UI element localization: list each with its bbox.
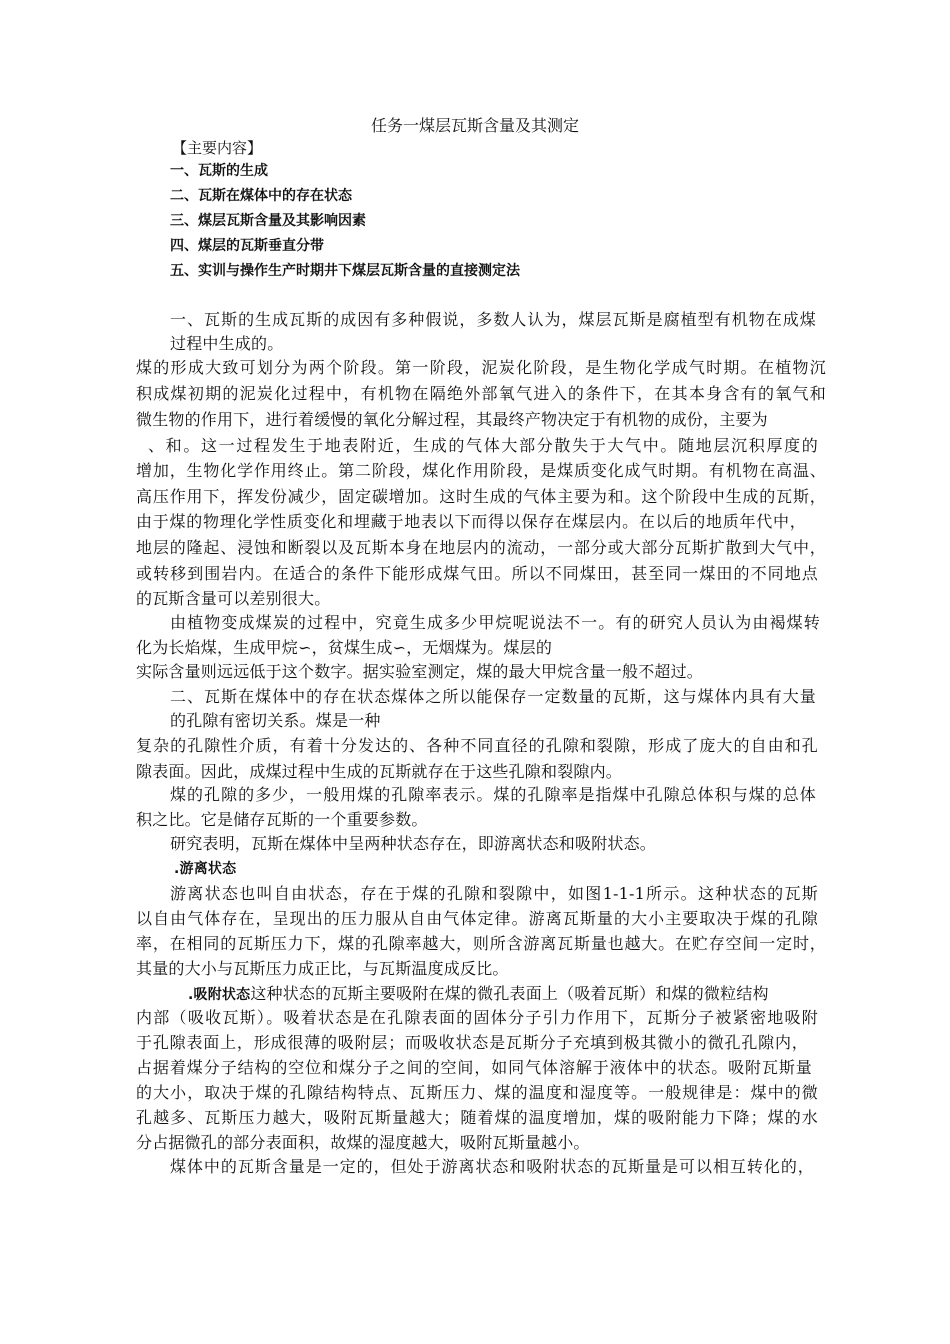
toc-item: 三、煤层瓦斯含量及其影响因素 <box>170 213 366 229</box>
toc-item: 二、瓦斯在煤体中的存在状态 <box>170 188 352 204</box>
body-line: 、和。这一过程发生于地表附近，生成的气体大部分散失于大气中。随地层沉积厚度的 <box>148 436 818 455</box>
body-line: 积之比。它是储存瓦斯的一个重要参数。 <box>136 810 428 829</box>
body-line: 高压作用下，挥发份减少，固定碳增加。这时生成的气体主要为和。这个阶段中生成的瓦斯， <box>136 487 826 506</box>
body-line: 二、瓦斯在煤体中的存在状态煤体之所以能保存一定数量的瓦斯，这与煤体内具有大量 <box>170 687 816 706</box>
subheading-adsorbed-state: .吸附状态 <box>188 987 251 1003</box>
body-line: 增加，生物化学作用终止。第二阶段，煤化作用阶段，是煤质变化成气时期。有机物在高温、 <box>136 461 826 480</box>
body-line: 的大小，取决于煤的孔隙结构特点、瓦斯压力、煤的温度和湿度等。一般规律是：煤中的微 <box>136 1083 818 1102</box>
body-line: 分占据微孔的部分表面积，故煤的湿度越大，吸附瓦斯量越小。 <box>136 1133 590 1152</box>
body-line: 的孔隙有密切关系。煤是一种 <box>170 711 381 730</box>
body-line: 一、瓦斯的生成瓦斯的成因有多种假说，多数人认为，煤层瓦斯是腐植型有机物在成煤 <box>170 310 816 329</box>
body-line: 地层的隆起、浸蚀和断裂以及瓦斯本身在地层内的流动，一部分或大部分瓦斯扩散到大气中， <box>136 538 826 557</box>
body-line: 或转移到围岩内。在适合的条件下能形成煤气田。所以不同煤田，甚至同一煤田的不同地点 <box>136 564 818 583</box>
toc-item: 五、实训与操作生产时期井下煤层瓦斯含量的直接测定法 <box>170 263 520 279</box>
body-line: 其量的大小与瓦斯压力成正比，与瓦斯温度成反比。 <box>136 959 509 978</box>
body-line <box>188 982 812 1007</box>
body-line: 煤的孔隙的多少，一般用煤的孔隙率表示。煤的孔隙率是指煤中孔隙总体积与煤的总体 <box>170 785 816 804</box>
page-title: 任务一煤层瓦斯含量及其测定 <box>370 116 579 135</box>
body-line: 隙表面。因此，成煤过程中生成的瓦斯就存在于这些孔隙和裂隙内。 <box>136 762 623 781</box>
body-line: 煤体中的瓦斯含量是一定的，但处于游离状态和吸附状态的瓦斯量是可以相互转化的， <box>170 1157 814 1176</box>
body-line: 化为长焰煤，生成甲烷∽，贫煤生成∽，无烟煤为。煤层的 <box>136 638 553 657</box>
body-line: 过程中生成的。 <box>170 334 284 353</box>
body-line: 实际含量则远远低于这个数字。据实验室测定，煤的最大甲烷含量一般不超过。 <box>136 662 704 681</box>
body-line: 孔越多、瓦斯压力越大，吸附瓦斯量越大；随着煤的温度增加，煤的吸附能力下降；煤的水 <box>136 1108 818 1127</box>
subheading-free-state: .游离状态 <box>174 861 237 877</box>
toc-heading: 【主要内容】 <box>172 139 263 157</box>
body-line: 由植物变成煤炭的过程中，究竟生成多少甲烷呢说法不一。有的研究人员认为由褐煤转 <box>170 613 820 632</box>
body-line: 复杂的孔隙性介质，有着十分发达的、各种不同直径的孔隙和裂隙，形成了庞大的自由和孔 <box>136 736 818 755</box>
body-line: 于孔隙表面上，形成很薄的吸附层；而吸收状态是瓦斯分子充填到极其微小的微孔孔隙内， <box>136 1033 808 1052</box>
body-line: 率，在相同的瓦斯压力下，煤的孔隙率越大，则所含游离瓦斯量也越大。在贮存空间一定时， <box>136 934 826 953</box>
body-text: 这种状态的瓦斯主要吸附在煤的微孔表面上（吸着瓦斯）和煤的微粒结构 <box>250 984 769 1003</box>
body-line: 占据着煤分子结构的空位和煤分子之间的空间，如同气体溶解于液体中的状态。吸附瓦斯量 <box>136 1058 812 1077</box>
body-line: 微生物的作用下，进行着缓慢的氧化分解过程，其最终产物决定于有机物的成份，主要为 <box>136 410 768 429</box>
body-line: 研究表明，瓦斯在煤体中呈两种状态存在，即游离状态和吸附状态。 <box>170 834 657 853</box>
body-line: 游离状态也叫自由状态，存在于煤的孔隙和裂隙中，如图1-1-1所示。这种状态的瓦斯 <box>170 884 818 903</box>
toc-item: 一、瓦斯的生成 <box>170 163 268 179</box>
body-line: 的瓦斯含量可以差别很大。 <box>136 589 331 608</box>
toc-item: 四、煤层的瓦斯垂直分带 <box>170 238 324 254</box>
body-line: 积成煤初期的泥炭化过程中，有机物在隔绝外部氧气进入的条件下，在其本身含有的氧气和 <box>136 384 826 403</box>
body-line: 煤的形成大致可划分为两个阶段。第一阶段，泥炭化阶段，是生物化学成气时期。在植物沉 <box>136 358 826 377</box>
body-line: 内部（吸收瓦斯）。吸着状态是在孔隙表面的固体分子引力作用下，瓦斯分子被紧密地吸附 <box>136 1008 818 1027</box>
body-line: 以自由气体存在，呈现出的压力服从自由气体定律。游离瓦斯量的大小主要取决于煤的孔隙 <box>136 909 818 928</box>
body-line: 由于煤的物理化学性质变化和埋藏于地表以下而得以保存在煤层内。在以后的地质年代中， <box>136 512 806 531</box>
